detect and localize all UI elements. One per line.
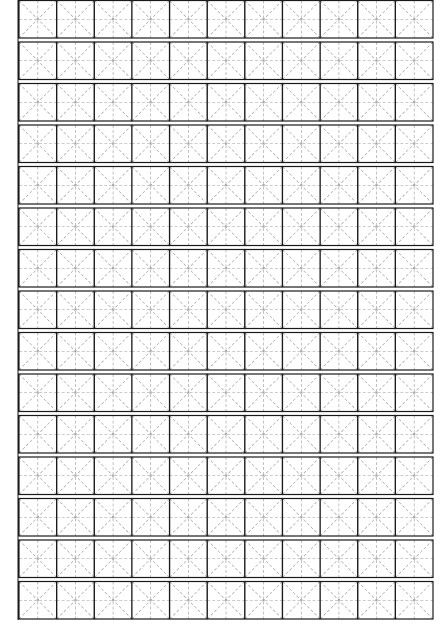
practice-cell[interactable] (170, 457, 208, 495)
grid-row (19, 457, 433, 495)
practice-cell[interactable] (132, 125, 170, 163)
practice-cell[interactable] (132, 499, 170, 537)
grid-row (19, 250, 433, 288)
practice-cell[interactable] (132, 1, 170, 39)
grid-row (19, 291, 433, 329)
practice-cell[interactable] (282, 167, 320, 205)
practice-cell[interactable] (94, 457, 132, 495)
practice-cell[interactable] (94, 250, 132, 288)
practice-cell[interactable] (170, 540, 208, 578)
practice-cell[interactable] (358, 250, 396, 288)
practice-cell[interactable] (94, 291, 132, 329)
practice-cell[interactable] (245, 208, 283, 246)
practice-cell[interactable] (395, 84, 433, 122)
grid-row (19, 540, 433, 578)
practice-cell[interactable] (207, 540, 245, 578)
practice-cell[interactable] (19, 540, 57, 578)
practice-cell[interactable] (282, 416, 320, 454)
practice-cell[interactable] (245, 84, 283, 122)
practice-cell[interactable] (132, 208, 170, 246)
practice-cell[interactable] (207, 1, 245, 39)
practice-cell[interactable] (358, 374, 396, 412)
practice-cell[interactable] (94, 167, 132, 205)
practice-cell[interactable] (57, 582, 95, 620)
practice-cell[interactable] (282, 42, 320, 80)
practice-cell[interactable] (170, 499, 208, 537)
practice-cell[interactable] (207, 250, 245, 288)
practice-cell[interactable] (132, 582, 170, 620)
practice-cell[interactable] (94, 42, 132, 80)
practice-cell[interactable] (320, 416, 358, 454)
practice-cell[interactable] (132, 42, 170, 80)
practice-cell[interactable] (19, 1, 57, 39)
practice-cell[interactable] (395, 125, 433, 163)
practice-cell[interactable] (207, 416, 245, 454)
practice-cell[interactable] (94, 208, 132, 246)
practice-cell[interactable] (57, 250, 95, 288)
practice-cell[interactable] (282, 291, 320, 329)
grid-row (19, 208, 433, 246)
grid-row (19, 84, 433, 122)
practice-cell[interactable] (170, 42, 208, 80)
practice-cell[interactable] (282, 84, 320, 122)
practice-cell[interactable] (170, 333, 208, 371)
practice-cell[interactable] (395, 499, 433, 537)
practice-cell[interactable] (207, 333, 245, 371)
practice-cell[interactable] (245, 250, 283, 288)
practice-cell[interactable] (57, 167, 95, 205)
practice-cell[interactable] (395, 333, 433, 371)
practice-cell[interactable] (282, 582, 320, 620)
practice-cell[interactable] (207, 499, 245, 537)
practice-cell[interactable] (358, 208, 396, 246)
practice-cell[interactable] (245, 291, 283, 329)
practice-cell[interactable] (395, 1, 433, 39)
practice-cell[interactable] (57, 291, 95, 329)
practice-cell[interactable] (282, 374, 320, 412)
practice-cell[interactable] (170, 291, 208, 329)
grid-row (19, 42, 433, 80)
practice-cell[interactable] (245, 540, 283, 578)
practice-cell[interactable] (245, 416, 283, 454)
practice-cell[interactable] (57, 457, 95, 495)
practice-cell[interactable] (94, 84, 132, 122)
practice-cell[interactable] (19, 84, 57, 122)
practice-cell[interactable] (358, 1, 396, 39)
practice-cell[interactable] (395, 208, 433, 246)
practice-cell[interactable] (132, 416, 170, 454)
practice-cell[interactable] (245, 333, 283, 371)
practice-cell[interactable] (132, 540, 170, 578)
practice-cell[interactable] (57, 84, 95, 122)
practice-cell[interactable] (282, 499, 320, 537)
practice-cell[interactable] (207, 582, 245, 620)
grid-row (19, 374, 433, 412)
practice-cell[interactable] (57, 499, 95, 537)
practice-cell[interactable] (207, 457, 245, 495)
practice-cell[interactable] (207, 291, 245, 329)
practice-cell[interactable] (19, 457, 57, 495)
grid-row (19, 125, 433, 163)
practice-cell[interactable] (320, 250, 358, 288)
practice-cell[interactable] (282, 540, 320, 578)
practice-cell[interactable] (132, 374, 170, 412)
practice-cell[interactable] (170, 1, 208, 39)
practice-cell[interactable] (395, 250, 433, 288)
practice-cell[interactable] (282, 208, 320, 246)
practice-cell[interactable] (358, 540, 396, 578)
practice-cell[interactable] (245, 499, 283, 537)
grid-row (19, 582, 433, 620)
practice-cell[interactable] (320, 42, 358, 80)
practice-cell[interactable] (19, 291, 57, 329)
practice-cell[interactable] (358, 333, 396, 371)
practice-cell[interactable] (19, 167, 57, 205)
practice-cell[interactable] (132, 167, 170, 205)
practice-cell[interactable] (395, 540, 433, 578)
practice-cell[interactable] (170, 416, 208, 454)
practice-cell[interactable] (395, 582, 433, 620)
practice-cell[interactable] (57, 1, 95, 39)
practice-cell[interactable] (207, 42, 245, 80)
practice-cell[interactable] (170, 167, 208, 205)
practice-cell[interactable] (358, 167, 396, 205)
practice-cell[interactable] (170, 84, 208, 122)
practice-cell[interactable] (207, 125, 245, 163)
practice-cell[interactable] (19, 125, 57, 163)
grid-row (19, 499, 433, 537)
practice-cell[interactable] (94, 374, 132, 412)
practice-cell[interactable] (358, 416, 396, 454)
practice-cell[interactable] (358, 291, 396, 329)
practice-cell[interactable] (245, 457, 283, 495)
practice-cell[interactable] (170, 250, 208, 288)
practice-cell[interactable] (57, 540, 95, 578)
practice-cell[interactable] (245, 42, 283, 80)
practice-cell[interactable] (57, 208, 95, 246)
practice-cell[interactable] (245, 374, 283, 412)
grid-row (19, 167, 433, 205)
practice-cell[interactable] (245, 582, 283, 620)
practice-cell[interactable] (358, 125, 396, 163)
practice-cell[interactable] (320, 457, 358, 495)
practice-cell[interactable] (395, 416, 433, 454)
practice-cell[interactable] (320, 582, 358, 620)
practice-cell[interactable] (358, 582, 396, 620)
grid-row (19, 416, 433, 454)
practice-cell[interactable] (358, 42, 396, 80)
practice-cell[interactable] (94, 1, 132, 39)
practice-cell[interactable] (132, 84, 170, 122)
practice-cell[interactable] (94, 582, 132, 620)
practice-cell[interactable] (320, 540, 358, 578)
practice-cell[interactable] (207, 208, 245, 246)
practice-cell[interactable] (245, 167, 283, 205)
practice-cell[interactable] (320, 125, 358, 163)
practice-cell[interactable] (207, 374, 245, 412)
practice-cell[interactable] (282, 125, 320, 163)
practice-cell[interactable] (358, 457, 396, 495)
practice-cell[interactable] (132, 250, 170, 288)
practice-cell[interactable] (245, 125, 283, 163)
grid-row (19, 1, 433, 39)
practice-cell[interactable] (19, 582, 57, 620)
practice-cell[interactable] (19, 333, 57, 371)
practice-cell[interactable] (320, 499, 358, 537)
practice-cell[interactable] (358, 84, 396, 122)
practice-cell[interactable] (207, 84, 245, 122)
practice-cell[interactable] (94, 125, 132, 163)
practice-cell[interactable] (132, 457, 170, 495)
practice-cell[interactable] (57, 416, 95, 454)
practice-cell[interactable] (57, 42, 95, 80)
practice-cell[interactable] (132, 291, 170, 329)
practice-cell[interactable] (320, 167, 358, 205)
practice-cell[interactable] (170, 208, 208, 246)
practice-cell[interactable] (395, 374, 433, 412)
practice-cell[interactable] (170, 582, 208, 620)
practice-cell[interactable] (245, 1, 283, 39)
practice-cell[interactable] (395, 42, 433, 80)
practice-cell[interactable] (282, 457, 320, 495)
practice-cell[interactable] (94, 540, 132, 578)
practice-cell[interactable] (358, 499, 396, 537)
practice-cell[interactable] (170, 125, 208, 163)
practice-cell[interactable] (57, 374, 95, 412)
grid-row (19, 333, 433, 371)
practice-cell[interactable] (94, 499, 132, 537)
practice-cell[interactable] (94, 333, 132, 371)
practice-cell[interactable] (282, 250, 320, 288)
practice-cell[interactable] (320, 208, 358, 246)
practice-cell[interactable] (320, 1, 358, 39)
practice-cell[interactable] (19, 499, 57, 537)
practice-cell[interactable] (94, 416, 132, 454)
practice-cell[interactable] (57, 333, 95, 371)
practice-cell[interactable] (57, 125, 95, 163)
practice-cell[interactable] (320, 84, 358, 122)
practice-cell[interactable] (320, 374, 358, 412)
practice-cell[interactable] (170, 374, 208, 412)
practice-cell[interactable] (395, 167, 433, 205)
practice-cell[interactable] (320, 291, 358, 329)
practice-cell[interactable] (19, 42, 57, 80)
practice-cell[interactable] (19, 250, 57, 288)
practice-cell[interactable] (19, 374, 57, 412)
practice-cell[interactable] (207, 167, 245, 205)
practice-cell[interactable] (282, 333, 320, 371)
practice-cell[interactable] (19, 416, 57, 454)
practice-cell[interactable] (132, 333, 170, 371)
practice-cell[interactable] (282, 1, 320, 39)
practice-cell[interactable] (395, 457, 433, 495)
practice-cell[interactable] (19, 208, 57, 246)
practice-cell[interactable] (320, 333, 358, 371)
practice-cell[interactable] (395, 291, 433, 329)
